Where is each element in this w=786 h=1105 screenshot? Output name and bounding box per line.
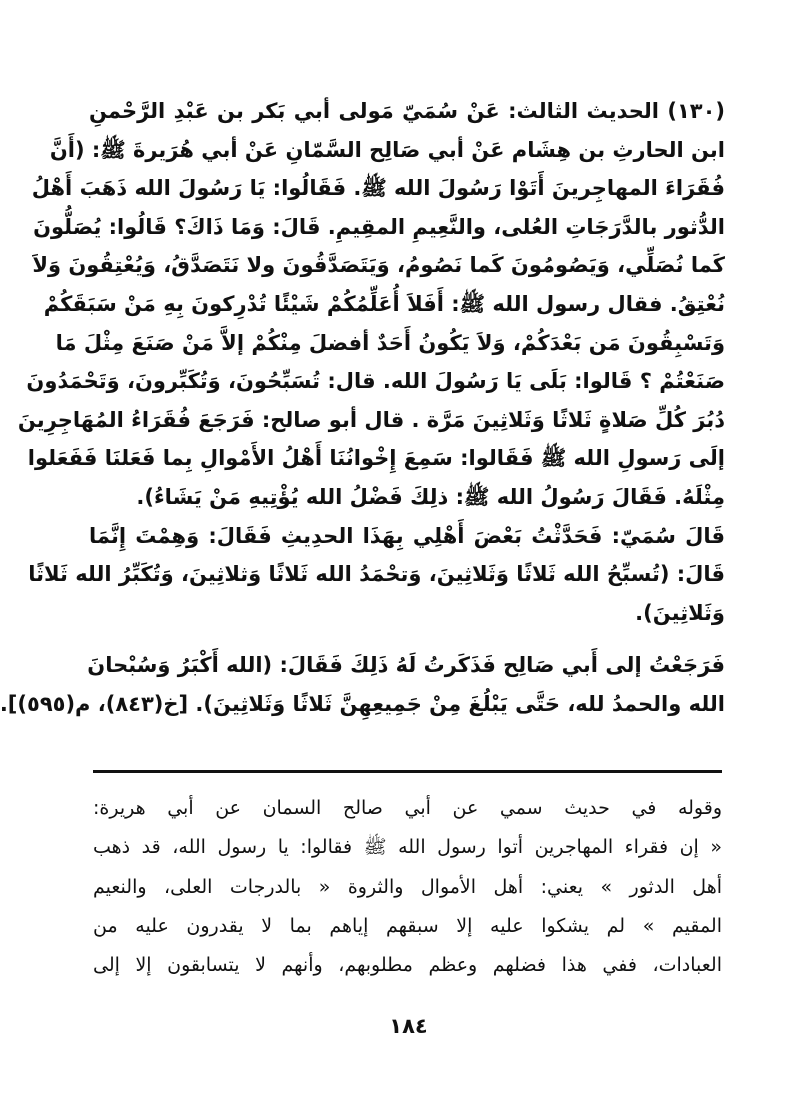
text-line: مِثْلَهُ. فَقَالَ رَسُولُ الله ﷺ: ذلِكَ فَضْلُ الله يُؤْتِيهِ مَنْ يَشَاءُ). <box>136 484 725 509</box>
footnote-line: العبادات، ففي هذا فضلهم وعظم مطلوبهم، وأنهم لا يتسابقون إلا إلى <box>93 954 722 977</box>
text-line: فَرَجَعْتُ إلى أَبي صَالِح فَذَكَرتُ لَهُ ذَلِكَ فَقَالَ: (الله أَكْبَرُ وَسُبْحانَ <box>87 653 725 678</box>
footnote-line: وقوله في حديث سمي عن أبي صالح السمان عن أبي هريرة: <box>93 797 722 819</box>
text-line: دُبُرَ كُلِّ صَلاةٍ ثَلاثًا وَثَلاثِينَ مَرَّة . قال أبو صالح: فَرَجَعَ فُقَرَاءُ المُهَاجِرِينَ <box>17 407 725 432</box>
footnote-separator <box>93 770 722 773</box>
footnote-line: المقيم » لم يشكوا عليه إلا سبقهم إياهم بما لا يقدرون عليه من <box>93 914 722 937</box>
text-line: ابن الحارثِ بن هِشَام عَنْ أبي صَالِح السَّمّانِ عَنْ أبي هُرَيرةَ ﷺ: (أَنَّ <box>49 137 725 162</box>
text-line: الله والحمدُ لله، حَتَّى يَبْلُغَ مِنْ جَمِيعِهِنَّ ثَلاثًا وَثَلاثِينَ). [خ(٨٤٣)، م(٥٩٥)]. <box>0 691 725 716</box>
text-line: فُقَرَاءَ المهاجِرينَ أَتَوْا رَسُولَ الله ﷺ. فَقَالُوا: يَا رَسُولَ الله ذَهَبَ أَهْلُ <box>31 176 725 201</box>
hadith-paragraph-3 <box>0 646 725 723</box>
text-line: إلَى رَسولِ الله ﷺ فَقَالوا: سَمِعَ إِخْوانُنَا أَهْلُ الأَمْوالِ بِما فَعَلنَا فَفَعَلوا <box>27 446 725 471</box>
footnote-line: « إن فقراء المهاجرين أتوا رسول الله ﷺ فقالوا: يا رسول الله، قد ذهب <box>93 836 722 859</box>
hadith-paragraph-2 <box>28 517 725 633</box>
text-line: صَنَعْتُمْ ؟ قَالوا: بَلَى يَا رَسُولَ الله. قال: تُسَبِّحُونَ، وَتُكَبِّرونَ، وَتَحْمَدُونَ <box>26 369 725 394</box>
paragraph-gap <box>89 632 725 646</box>
text-line: قَالَ: (تُسبِّحُ الله ثَلاثًا وَثَلاثِينَ، وَتحْمَدُ الله ثَلاثًا وَثلاثِينَ، وَتُكَبِّرُ الله ثَلاثًا <box>28 562 725 587</box>
footnote-commentary <box>93 789 722 985</box>
text-line: (١٣٠) الحديث الثالث: عَنْ سُمَيّ مَولى أبي بَكر بن عَبْدِ الرَّحْمنِ <box>89 99 725 123</box>
page-number: ١٨٤ <box>389 1014 428 1038</box>
text-line: نُعْتِقُ. فقال رسول الله ﷺ: أَفَلاَ أُعَلِّمُكُمْ شَيْئًا تُدْرِكونَ بِهِ مَنْ سَبَقَكُمْ <box>43 291 725 316</box>
hadith-text <box>0 92 725 724</box>
text-line: كَما نُصَلِّي، وَيَصُومُونَ كَما نَصُومُ، وَيَتَصَدَّقُونَ ولا نَتَصَدَّقُ، وَيُعْتِقُونَ وَلاَ <box>32 253 725 278</box>
text-line: الدُّثور بالدَّرَجَاتِ العُلى، والنَّعِيمِ المقِيمِ. قَالَ: وَمَا ذَاكَ؟ قَالُوا: يُصَلُّونَ <box>33 214 725 239</box>
text-line: وَثَلاثِينَ). <box>635 600 725 625</box>
footnote-line: أهل الدثور » يعني: أهل الأموال والثروة « بالدرجات العلى، والنعيم <box>93 875 722 898</box>
text-line: وَتَسْبِقُونَ مَن بَعْدَكُمْ، وَلاَ يَكُونُ أَحَدٌ أفضلَ مِنْكُمْ إلاَّ مَنْ صَنَعَ مِثْلَ مَا <box>55 330 725 355</box>
text-line: قَالَ سُمَيّ: فَحَدَّثْتُ بَعْضَ أَهْلِي بِهَذَا الحدِيثِ فَقَالَ: وَهِمْتَ إِنَّمَا <box>89 523 725 548</box>
hadith-paragraph-1 <box>17 92 725 517</box>
